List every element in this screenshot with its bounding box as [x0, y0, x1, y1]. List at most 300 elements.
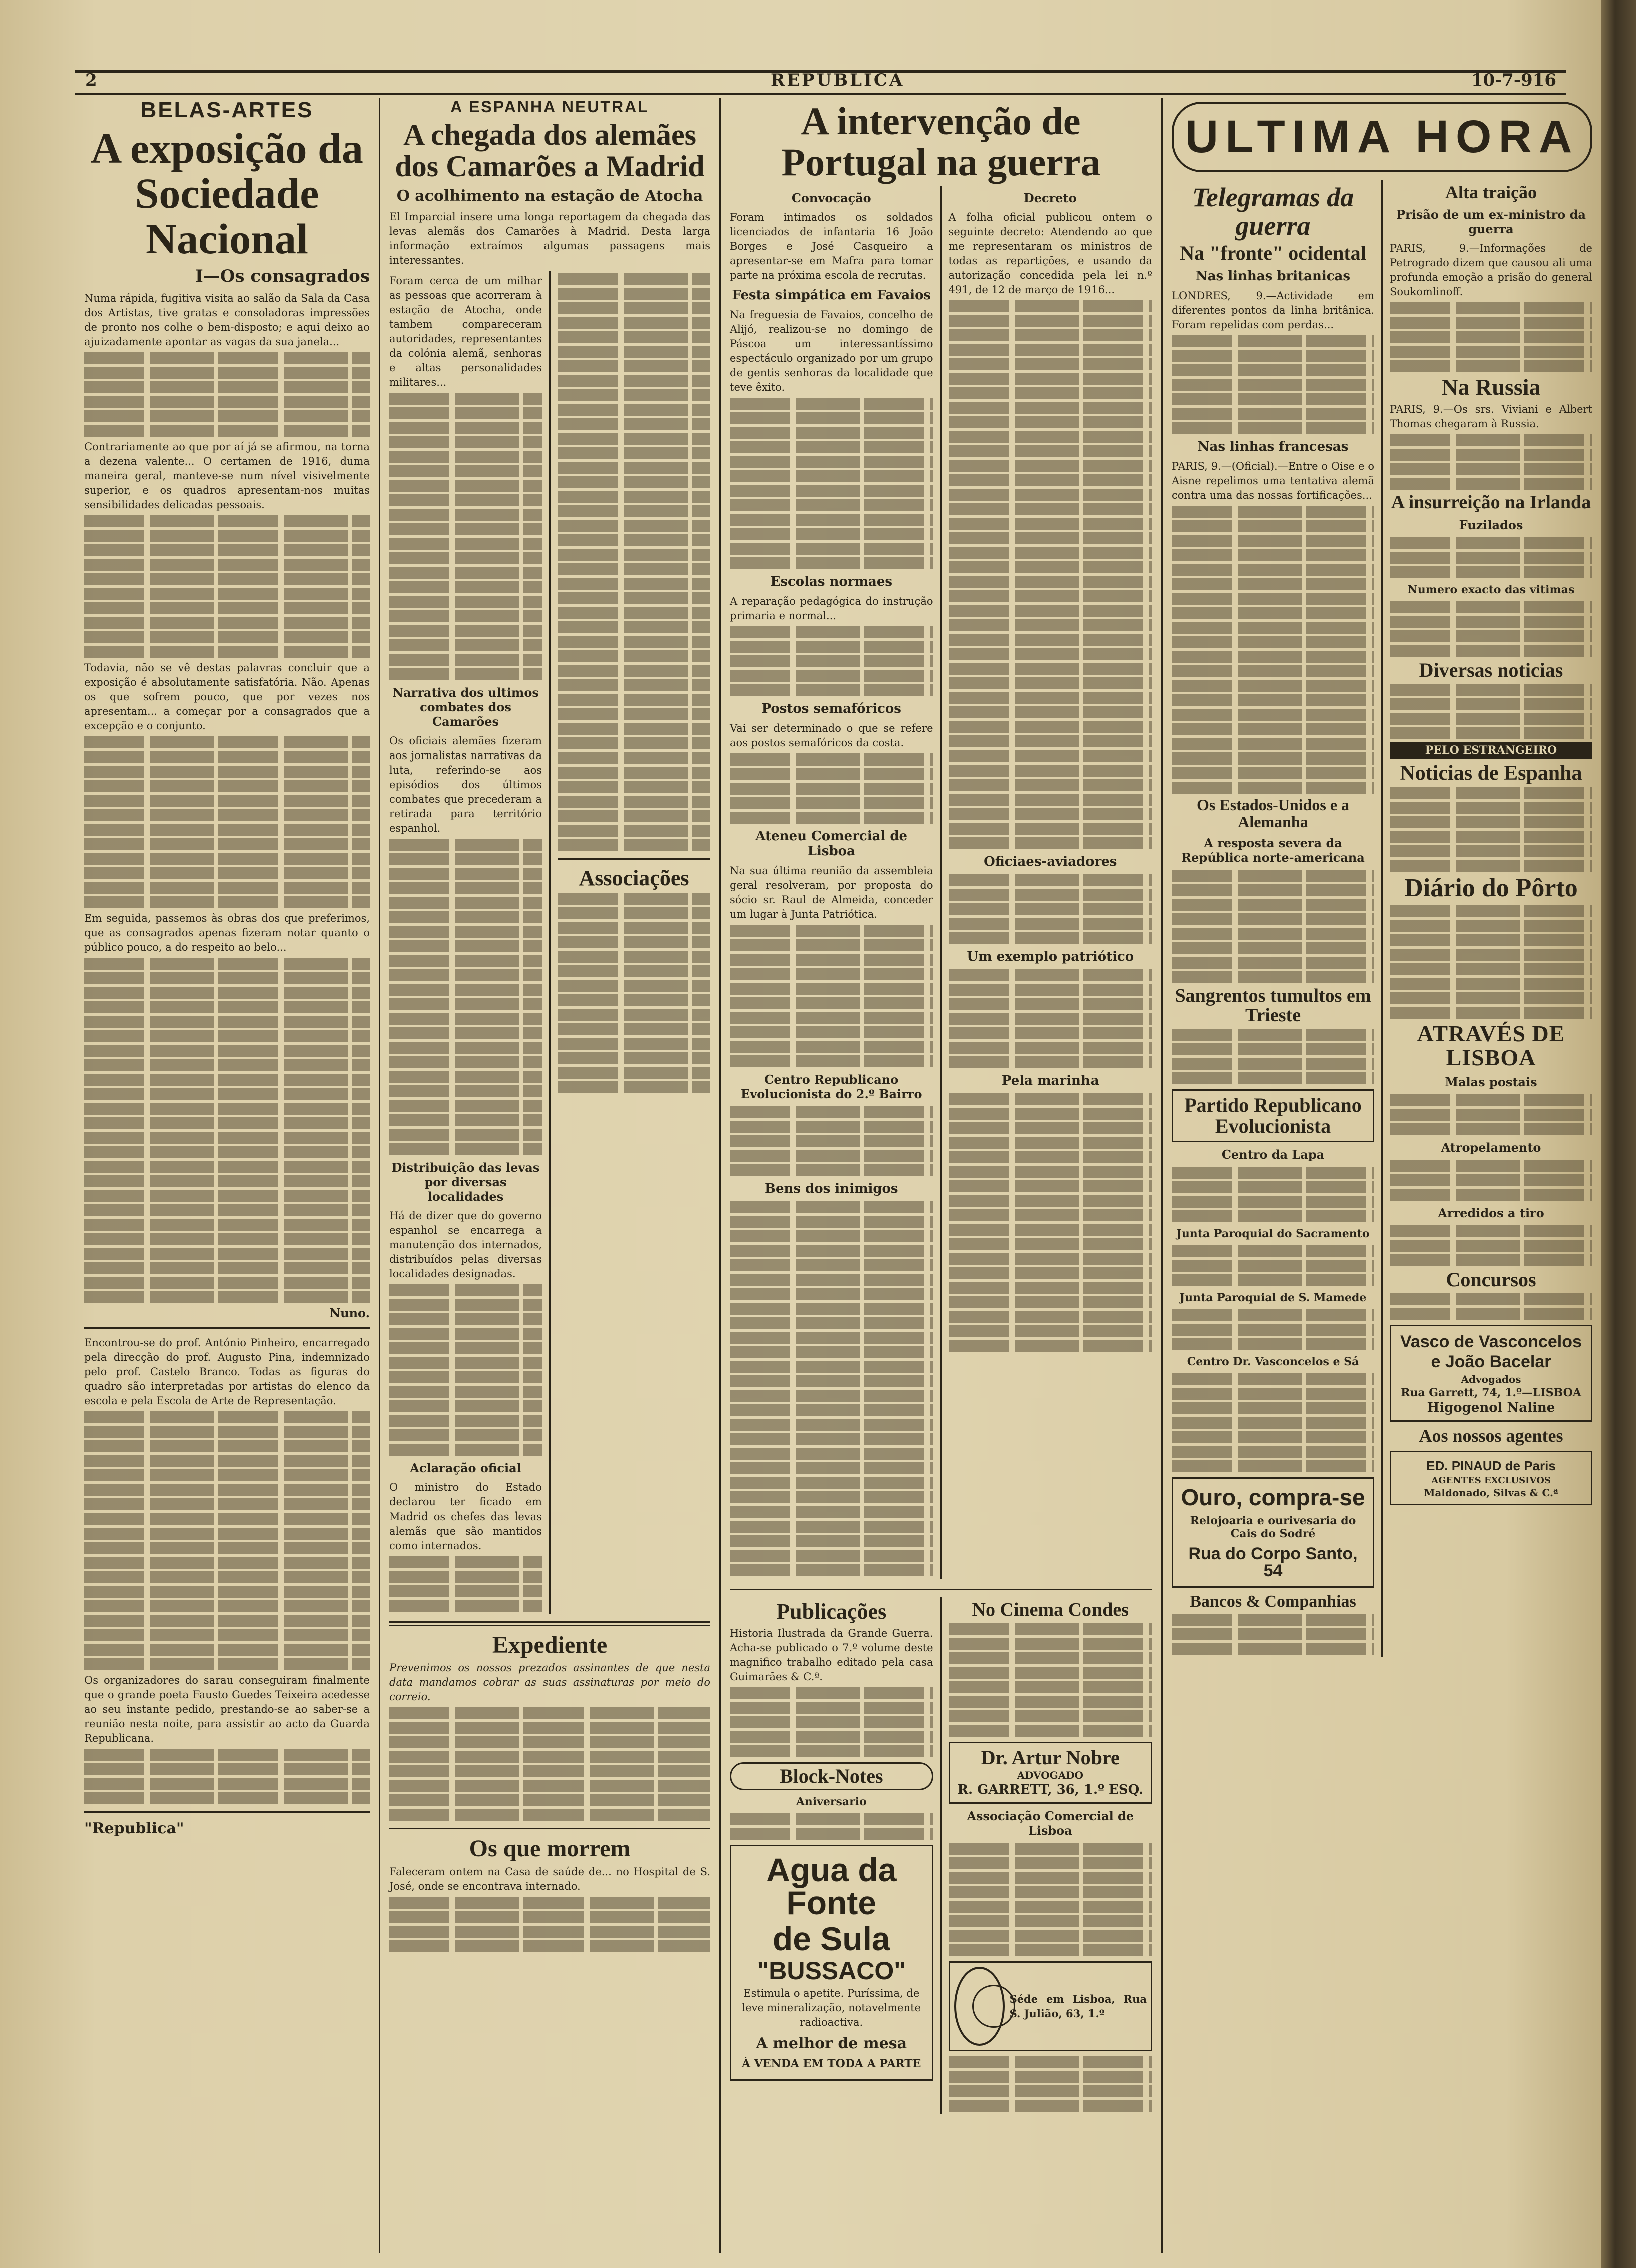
text-line — [389, 1328, 542, 1340]
text-line — [949, 1042, 1153, 1054]
text-line — [949, 402, 1153, 414]
text-line — [730, 1477, 933, 1489]
text-line — [1172, 1167, 1374, 1179]
text-line — [84, 1161, 370, 1173]
text-line — [730, 1535, 933, 1547]
subhead-fuzilados: Fuzilados — [1459, 517, 1523, 532]
text-line — [730, 1216, 933, 1228]
text-line — [730, 1521, 933, 1533]
text-line — [558, 520, 710, 532]
text-line — [730, 983, 933, 995]
text-line — [1172, 884, 1374, 896]
text-line — [949, 460, 1153, 472]
text-line — [1172, 335, 1374, 347]
concursos-title: Concursos — [1446, 1268, 1536, 1291]
text-line — [84, 1146, 370, 1158]
text-line — [389, 998, 542, 1010]
associacoes-title: Associações — [579, 866, 689, 890]
subhead-distribuicao: Distribuição das levas por diversas localidades — [391, 1160, 540, 1204]
text-line — [730, 1390, 933, 1402]
text-line — [84, 1792, 370, 1804]
text-line — [84, 1088, 370, 1100]
text-line — [949, 1282, 1153, 1294]
article-paragraph: Há de dizer que do governo espanhol se encarrega a manutenção dos internados, distribuídos pelas diversas localidades designadas. — [389, 1210, 542, 1280]
text-line — [949, 315, 1153, 327]
text-line — [730, 1506, 933, 1518]
russia-title: Na Russia — [1441, 374, 1541, 400]
text-line — [1172, 1043, 1374, 1055]
text-line — [84, 367, 370, 379]
text-line — [730, 1288, 933, 1300]
text-line — [730, 1745, 933, 1757]
text-line — [730, 1419, 933, 1431]
text-line — [730, 925, 933, 937]
article-paragraph: Encontrou-se do prof. António Pinheiro, encarregado pela direcção do prof. Augusto Pina, indemnizado pelo prof. Castelo Branco. Todas as figuras do quadro são interpretadas por artistas do elenco da escola e pela Escola de Arte de Representação. — [84, 1336, 370, 1407]
ad-guardian — [949, 1961, 1153, 2051]
article-paragraph: Numa rápida, fugitiva visita ao salão da Sala da Casa dos Artistas, tive gratas e consoladoras impressões de pronto nos colhe o bem-disposto; e aqui deixo ao ajuizadamente apontar as vagas da sua janela... — [84, 292, 370, 348]
text-line — [389, 1585, 542, 1597]
text-line — [389, 1926, 710, 1938]
text-line — [1172, 1245, 1374, 1257]
telegramas-title: Telegramas da guerra — [1192, 182, 1354, 241]
text-line — [558, 404, 710, 416]
article-paragraph: El Imparcial insere uma longa reportagem da chegada das levas alemãs dos Camarões à Madrid. Desta larga informação extraímos algumas passagens mais interessantes. — [389, 211, 710, 266]
text-line — [84, 809, 370, 821]
text-line — [949, 794, 1153, 806]
ad-vasco-role: Advogados — [1461, 1373, 1521, 1386]
text-line — [1172, 564, 1374, 576]
text-line — [730, 470, 933, 482]
ad-ouro — [1172, 1477, 1374, 1588]
text-line — [558, 505, 710, 517]
text-line — [84, 853, 370, 865]
text-line — [389, 1897, 710, 1909]
text-line — [730, 557, 933, 569]
text-line — [389, 1751, 710, 1763]
text-line — [389, 1042, 542, 1054]
ad-agua-bussaco — [730, 1845, 933, 2081]
text-line — [730, 1055, 933, 1067]
cinema-title: No Cinema Condes — [972, 1599, 1129, 1620]
text-line — [730, 1317, 933, 1329]
text-line — [84, 896, 370, 908]
text-line — [558, 1052, 710, 1064]
text-line — [558, 389, 710, 401]
text-line — [730, 1716, 933, 1728]
ultima-hora-banner: ULTIMA HORA — [1172, 102, 1592, 172]
article-paragraph: Foram intimados os soldados licenciados de infantaria 16 João Borges e José Casqueiro a apresentar-se em Mafra para tomar parte na próxima escola de recrutas. — [730, 211, 933, 281]
text-line — [389, 436, 542, 448]
text-line — [1390, 713, 1592, 725]
text-line — [949, 779, 1153, 791]
fronte-title: Na "fronte" ocidental — [1180, 242, 1366, 265]
text-line — [949, 1915, 1153, 1927]
text-line — [389, 393, 542, 405]
text-line — [84, 544, 370, 556]
issue-date: 10-7-916 — [1471, 70, 1556, 90]
text-line — [389, 1707, 710, 1719]
text-line — [1390, 920, 1592, 932]
text-line — [730, 684, 933, 696]
subhead-prisao: Prisão de um ex-ministro da guerra — [1396, 207, 1586, 236]
text-line — [1172, 1058, 1374, 1070]
text-line — [84, 1030, 370, 1042]
text-line — [389, 1780, 710, 1792]
text-line — [84, 515, 370, 527]
text-line — [389, 465, 542, 477]
alta-traicao-title: Alta traição — [1445, 182, 1537, 202]
subhead-arredidos: Arredidos a tiro — [1438, 1206, 1544, 1221]
text-line — [1172, 593, 1374, 605]
text-line — [84, 1440, 370, 1452]
text-line — [84, 972, 370, 984]
text-line — [730, 954, 933, 966]
text-line — [389, 1386, 542, 1398]
text-line — [558, 636, 710, 648]
text-line — [730, 641, 933, 653]
text-line — [84, 1557, 370, 1569]
subhead-eua: A resposta severa da República norte-americana — [1181, 835, 1365, 865]
text-line — [389, 1357, 542, 1369]
text-line — [84, 736, 370, 748]
text-line — [1172, 899, 1374, 911]
text-line — [558, 936, 710, 948]
text-line — [558, 679, 710, 691]
text-line — [1390, 463, 1592, 475]
text-line — [558, 317, 710, 329]
text-line — [84, 631, 370, 643]
text-line — [1172, 870, 1374, 882]
headline-alemaes: A chegada dos alemães dos Camarões a Madrid — [395, 118, 705, 183]
text-line — [730, 427, 933, 439]
text-line — [558, 592, 710, 604]
partido-title-line2: Evolucionista — [1215, 1115, 1331, 1138]
text-line — [558, 578, 710, 590]
text-line — [389, 1342, 542, 1354]
text-line — [1172, 1338, 1374, 1350]
text-line — [730, 1346, 933, 1358]
text-line — [558, 650, 710, 662]
text-line — [84, 381, 370, 393]
text-line — [558, 360, 710, 372]
text-line — [949, 619, 1153, 631]
text-line — [730, 968, 933, 980]
diario-porto-title: Diário do Pôrto — [1404, 874, 1578, 903]
text-line — [558, 607, 710, 619]
text-line — [949, 1195, 1153, 1207]
text-line — [1390, 302, 1592, 314]
text-line — [389, 1027, 542, 1039]
text-line — [558, 708, 710, 720]
text-line — [1172, 1181, 1374, 1193]
text-line — [1172, 393, 1374, 405]
text-line — [949, 1093, 1153, 1105]
text-line — [558, 752, 710, 764]
text-line — [730, 1106, 933, 1118]
text-line — [949, 998, 1153, 1010]
text-line — [949, 358, 1153, 370]
text-line — [949, 445, 1153, 457]
text-line — [558, 346, 710, 358]
article-paragraph: Os oficiais alemães fizeram aos jornalistas narrativas da luta, referindo-se aos episódios dos últimos combates que precederam a retirada para território espanhol. — [389, 735, 542, 834]
text-line — [389, 882, 542, 894]
text-line — [84, 1615, 370, 1627]
text-line — [84, 1513, 370, 1525]
article-paragraph: Os organizadores do sarau conseguiram finalmente que o grande poeta Fausto Guedes Teixeira acedesse ao seu instante pedido, prestando-se ao saber-se a reunião nesta noite, para assistir ao acto da Guarda Republicana. — [84, 1674, 370, 1744]
text-line — [558, 694, 710, 706]
text-line — [1172, 379, 1374, 391]
text-line — [730, 1026, 933, 1038]
subhead-lapa: Centro da Lapa — [1221, 1147, 1325, 1162]
text-line — [1172, 1373, 1374, 1385]
column-intervencao — [721, 98, 1161, 2253]
text-line — [730, 1245, 933, 1257]
text-line — [84, 780, 370, 792]
text-line — [949, 1944, 1153, 1956]
text-line — [1172, 723, 1374, 735]
text-line — [84, 1629, 370, 1641]
text-line — [1390, 317, 1592, 329]
subhead-narrativa: Narrativa dos ultimos combates dos Camarões — [392, 685, 539, 729]
text-line — [730, 655, 933, 667]
text-line — [949, 518, 1153, 530]
text-line — [1172, 1196, 1374, 1208]
text-line — [84, 1644, 370, 1656]
text-line — [949, 344, 1153, 356]
article-paragraph: Na freguesia de Favaios, concelho de Alijó, realizou-se no domingo de Páscoa um interessantíssimo espectáculo organizado por um grupo de gentis senhoras da localidade que teve êxito. — [730, 308, 933, 393]
text-line — [730, 997, 933, 1009]
text-line — [1390, 537, 1592, 549]
text-line — [949, 474, 1153, 486]
espanha-title: Noticias de Espanha — [1400, 761, 1582, 785]
text-line — [389, 1415, 542, 1427]
article-paragraph: Contrariamente ao que por aí já se afirmou, na torna a dezena valente... O certamen de 1916, duma maneira geral, manteve-se num nível visivelmente superior, e os quadros apresentam-nos muitas sensibilidades delicadas pessoais. — [84, 440, 370, 511]
paper-name: REPUBLICA — [771, 70, 905, 90]
text-line — [84, 1528, 370, 1540]
ad-nobre-role: ADVOGADO — [1017, 1769, 1083, 1781]
expediente-title: Expediente — [492, 1632, 608, 1658]
subhead-postos: Postos semafóricos — [761, 701, 901, 716]
text-line — [389, 1114, 542, 1126]
text-line — [949, 1325, 1153, 1337]
article-paragraph: PARIS, 9.—Os srs. Viviani e Albert Thomas chegaram à Russia. — [1390, 403, 1592, 430]
text-line — [1390, 727, 1592, 739]
text-line — [949, 932, 1153, 944]
text-line — [1172, 520, 1374, 532]
text-line — [949, 1224, 1153, 1236]
text-line — [1172, 1309, 1374, 1321]
text-line — [558, 767, 710, 779]
text-line — [1172, 651, 1374, 663]
text-line — [730, 1121, 933, 1133]
text-line — [1172, 680, 1374, 692]
text-line — [558, 462, 710, 474]
text-line — [730, 670, 933, 682]
column-espanha — [380, 98, 721, 2253]
ad-nobre-name: Dr. Artur Nobre — [981, 1746, 1120, 1769]
text-line — [558, 1023, 710, 1035]
ad-guardian-address: Séde em Lisboa, Rua S. Julião, 63, 1.º — [1009, 1992, 1147, 2020]
text-line — [949, 984, 1153, 996]
text-line — [949, 2056, 1153, 2068]
subhead-malas: Malas postais — [1445, 1075, 1537, 1090]
text-line — [949, 823, 1153, 835]
text-line — [730, 1813, 933, 1825]
text-line — [1390, 1007, 1592, 1019]
text-line — [949, 561, 1153, 573]
text-line — [1390, 1094, 1592, 1106]
atraves-lisboa-title: ATRAVÉS DE LISBOA — [1417, 1020, 1565, 1070]
subhead-atocha: O acolhimento na estação de Atocha — [396, 187, 703, 205]
text-line — [1172, 752, 1374, 765]
text-line — [1390, 630, 1592, 642]
text-line — [389, 1429, 542, 1441]
subhead-vitimas: Numero exacto das vitimas — [1407, 583, 1575, 596]
text-line — [1390, 934, 1592, 946]
text-line — [949, 1623, 1153, 1635]
text-line — [389, 1722, 710, 1734]
text-line — [389, 451, 542, 463]
text-line — [730, 753, 933, 766]
text-line — [84, 1586, 370, 1598]
subhead-ateneu: Ateneu Comercial de Lisboa — [755, 828, 908, 859]
text-line — [84, 1248, 370, 1260]
agentes-title: Aos nossos agentes — [1419, 1426, 1563, 1446]
text-line — [1390, 1225, 1592, 1237]
text-line — [949, 2071, 1153, 2083]
text-line — [1390, 992, 1592, 1004]
text-line — [84, 1498, 370, 1510]
section-kicker: A ESPANHA NEUTRAL — [450, 98, 649, 116]
text-line — [558, 1038, 710, 1050]
text-line — [949, 576, 1153, 588]
ad-pinaud — [1390, 1451, 1592, 1505]
text-line — [1172, 1460, 1374, 1472]
text-line — [949, 2085, 1153, 2097]
text-line — [949, 1137, 1153, 1149]
text-line — [949, 373, 1153, 385]
text-line — [949, 1311, 1153, 1323]
text-line — [1172, 1029, 1374, 1041]
ad-nobre-address: R. GARRETT, 36, 1.º ESQ. — [957, 1782, 1144, 1797]
text-line — [730, 768, 933, 780]
text-line — [730, 1303, 933, 1315]
text-line — [389, 1794, 710, 1806]
text-line — [949, 532, 1153, 544]
subhead-mamede: Junta Paroquial de S. Mamede — [1179, 1291, 1367, 1305]
text-line — [84, 1117, 370, 1129]
text-line — [949, 1930, 1153, 1942]
text-line — [730, 1135, 933, 1147]
text-line — [730, 1361, 933, 1373]
text-line — [389, 567, 542, 579]
article-paragraph: Em seguida, passemos às obras dos que preferimos, que as consagrados apenas fizeram notar quanto o público pouco, a do respeito ao belo... — [84, 912, 370, 953]
text-line — [730, 1433, 933, 1445]
text-line — [949, 918, 1153, 930]
ad-agua-tagline: Estimula o apetite. Puríssima, de leve mineralização, notavelmente radioactiva. — [742, 1987, 921, 2028]
text-line — [949, 969, 1153, 981]
text-line — [1390, 1123, 1592, 1135]
text-line — [84, 824, 370, 836]
text-line — [1390, 905, 1592, 917]
text-line — [1172, 1431, 1374, 1443]
text-line — [558, 563, 710, 575]
article-paragraph: Vai ser determinado o que se refere aos postos semafóricos da costa. — [730, 722, 933, 749]
subhead-sacramento: Junta Paroquial do Sacramento — [1176, 1227, 1370, 1241]
masthead — [75, 70, 1566, 95]
text-line — [949, 387, 1153, 399]
partido-title-line1: Partido Republicano — [1184, 1094, 1362, 1117]
text-line — [558, 433, 710, 445]
text-line — [730, 1041, 933, 1053]
headline-exposicao: A exposição da Sociedade Nacional — [91, 124, 363, 263]
text-line — [1172, 1446, 1374, 1458]
text-line — [1390, 449, 1592, 461]
article-paragraph: PARIS, 9.—Informações de Petrogrado dizem que causou ali uma profunda emoção a prisão do general Soukomlinoff. — [1390, 242, 1592, 298]
text-line — [1172, 422, 1374, 434]
text-line — [1390, 978, 1592, 990]
text-line — [1172, 506, 1374, 518]
text-line — [558, 994, 710, 1006]
subhead-atropelamento: Atropelamento — [1441, 1140, 1541, 1155]
ad-pinaud-sub: AGENTES EXCLUSIVOS — [1431, 1475, 1551, 1486]
text-line — [1172, 694, 1374, 706]
block-notes-title: Block-Notes — [779, 1764, 883, 1787]
text-line — [84, 617, 370, 629]
text-line — [558, 810, 710, 822]
text-line — [1390, 346, 1592, 358]
article-paragraph: Foram cerca de um milhar as pessoas que acorreram à estação de Atocha, onde tambem compareceram autoridades, representantes da colónia alemã, senhoras e altas personalidades militares... — [389, 275, 542, 388]
text-line — [84, 410, 370, 422]
text-line — [1172, 1628, 1374, 1640]
text-line — [558, 331, 710, 343]
text-line — [730, 1828, 933, 1840]
text-line — [730, 1550, 933, 1562]
ad-vasco-line1: Vasco de Vasconcelos — [1400, 1332, 1582, 1352]
text-line — [389, 596, 542, 608]
text-line — [389, 610, 542, 622]
text-line — [949, 837, 1153, 849]
text-line — [84, 425, 370, 437]
text-line — [84, 559, 370, 571]
article-paragraph: Historia Ilustrada da Grande Guerra. Acha-se publicado o 7.º volume deste magnifico trabalho editado pela casa Guimarães & C.ª. — [730, 1627, 933, 1683]
text-line — [730, 1687, 933, 1699]
text-line — [1172, 738, 1374, 750]
text-line — [558, 273, 710, 285]
text-line — [389, 1100, 542, 1112]
text-line — [84, 958, 370, 970]
text-line — [730, 1164, 933, 1176]
text-line — [558, 737, 710, 749]
text-line — [730, 543, 933, 555]
text-line — [949, 605, 1153, 617]
text-line — [389, 494, 542, 506]
text-line — [1172, 1388, 1374, 1400]
text-line — [389, 1736, 710, 1748]
text-line — [389, 422, 542, 434]
ad-agua-line2: de Sula — [772, 1920, 890, 1957]
subhead-marinha: Pela marinha — [1001, 1073, 1099, 1088]
text-line — [84, 396, 370, 408]
text-line — [730, 1375, 933, 1387]
text-line — [84, 602, 370, 614]
text-line — [389, 523, 542, 535]
text-line — [949, 1267, 1153, 1279]
section-kicker: BELAS-ARTES — [140, 98, 314, 122]
text-line — [949, 590, 1153, 602]
text-line — [558, 375, 710, 387]
text-line — [949, 808, 1153, 820]
